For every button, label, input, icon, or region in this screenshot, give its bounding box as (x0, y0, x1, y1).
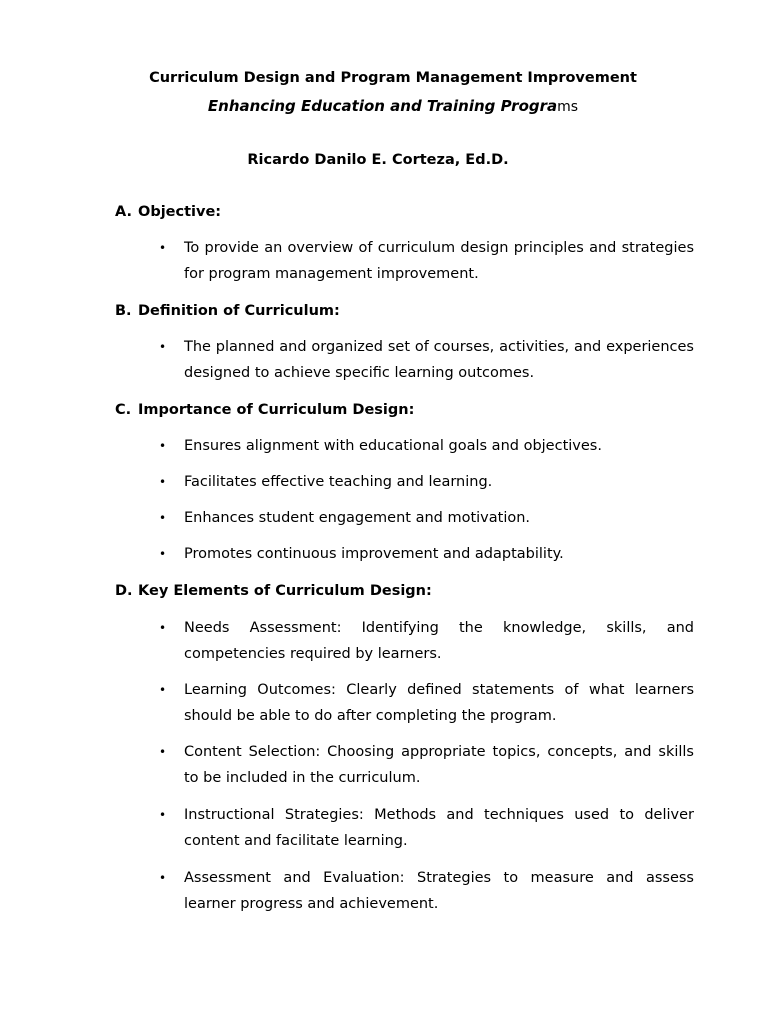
section-letter: D. (115, 583, 133, 599)
section-title: Key Elements of Curriculum Design: (138, 583, 432, 599)
bullet-icon: • (159, 439, 167, 453)
list-item: Instructional Strategies: Methods and techniques used to deliver content and facilitate learning. (184, 807, 694, 849)
section-letter: A. (115, 204, 132, 220)
list-item: Ensures alignment with educational goals and objectives. (184, 438, 602, 454)
section-heading-c (115, 400, 414, 420)
document-subtitle (0, 95, 768, 118)
bullet-icon: • (159, 808, 167, 822)
section-heading-a (115, 202, 221, 222)
list-item: The planned and organized set of courses, activities, and experiences designed to achieve specific learning outcomes. (184, 339, 694, 381)
bullet-icon: • (159, 511, 167, 525)
list-item: Enhances student engagement and motivation. (184, 510, 531, 526)
bullet-icon: • (159, 745, 167, 759)
section-heading-d (115, 581, 432, 601)
section-title: Definition of Curriculum: (138, 303, 340, 319)
list-item: Facilitates effective teaching and learning. (184, 474, 493, 490)
list-item: Learning Outcomes: Clearly defined statements of what learners should be able to do after completing the program. (184, 682, 694, 724)
list-item: Needs Assessment: Identifying the knowledge, skills, and competencies required by learners. (184, 620, 694, 662)
document-author: Ricardo Danilo E. Corteza, Ed.D. (247, 152, 509, 168)
section-title: Importance of Curriculum Design: (138, 402, 415, 418)
section-heading-b (115, 301, 340, 321)
section-title: Objective: (138, 204, 222, 220)
bullet-icon: • (159, 621, 167, 635)
bullet-icon: • (159, 340, 167, 354)
bullet-icon: • (159, 871, 167, 885)
section-letter: B. (115, 303, 132, 319)
list-item: Content Selection: Choosing appropriate topics, concepts, and skills to be included in the curriculum. (184, 744, 694, 786)
subtitle-italic: Enhancing Education and Training Progra (207, 97, 558, 115)
bullet-icon: • (159, 241, 167, 255)
bullet-icon: • (159, 683, 167, 697)
document-title: Curriculum Design and Program Management Improvement (149, 70, 637, 86)
subtitle-tail: ms (557, 99, 579, 115)
list-item: To provide an overview of curriculum design principles and strategies for program management improvement. (184, 240, 694, 282)
bullet-icon: • (159, 547, 167, 561)
list-item: Promotes continuous improvement and adaptability. (184, 546, 564, 562)
bullet-icon: • (159, 475, 167, 489)
section-letter: C. (115, 402, 132, 418)
list-item: Assessment and Evaluation: Strategies to measure and assess learner progress and achievement. (184, 870, 694, 912)
